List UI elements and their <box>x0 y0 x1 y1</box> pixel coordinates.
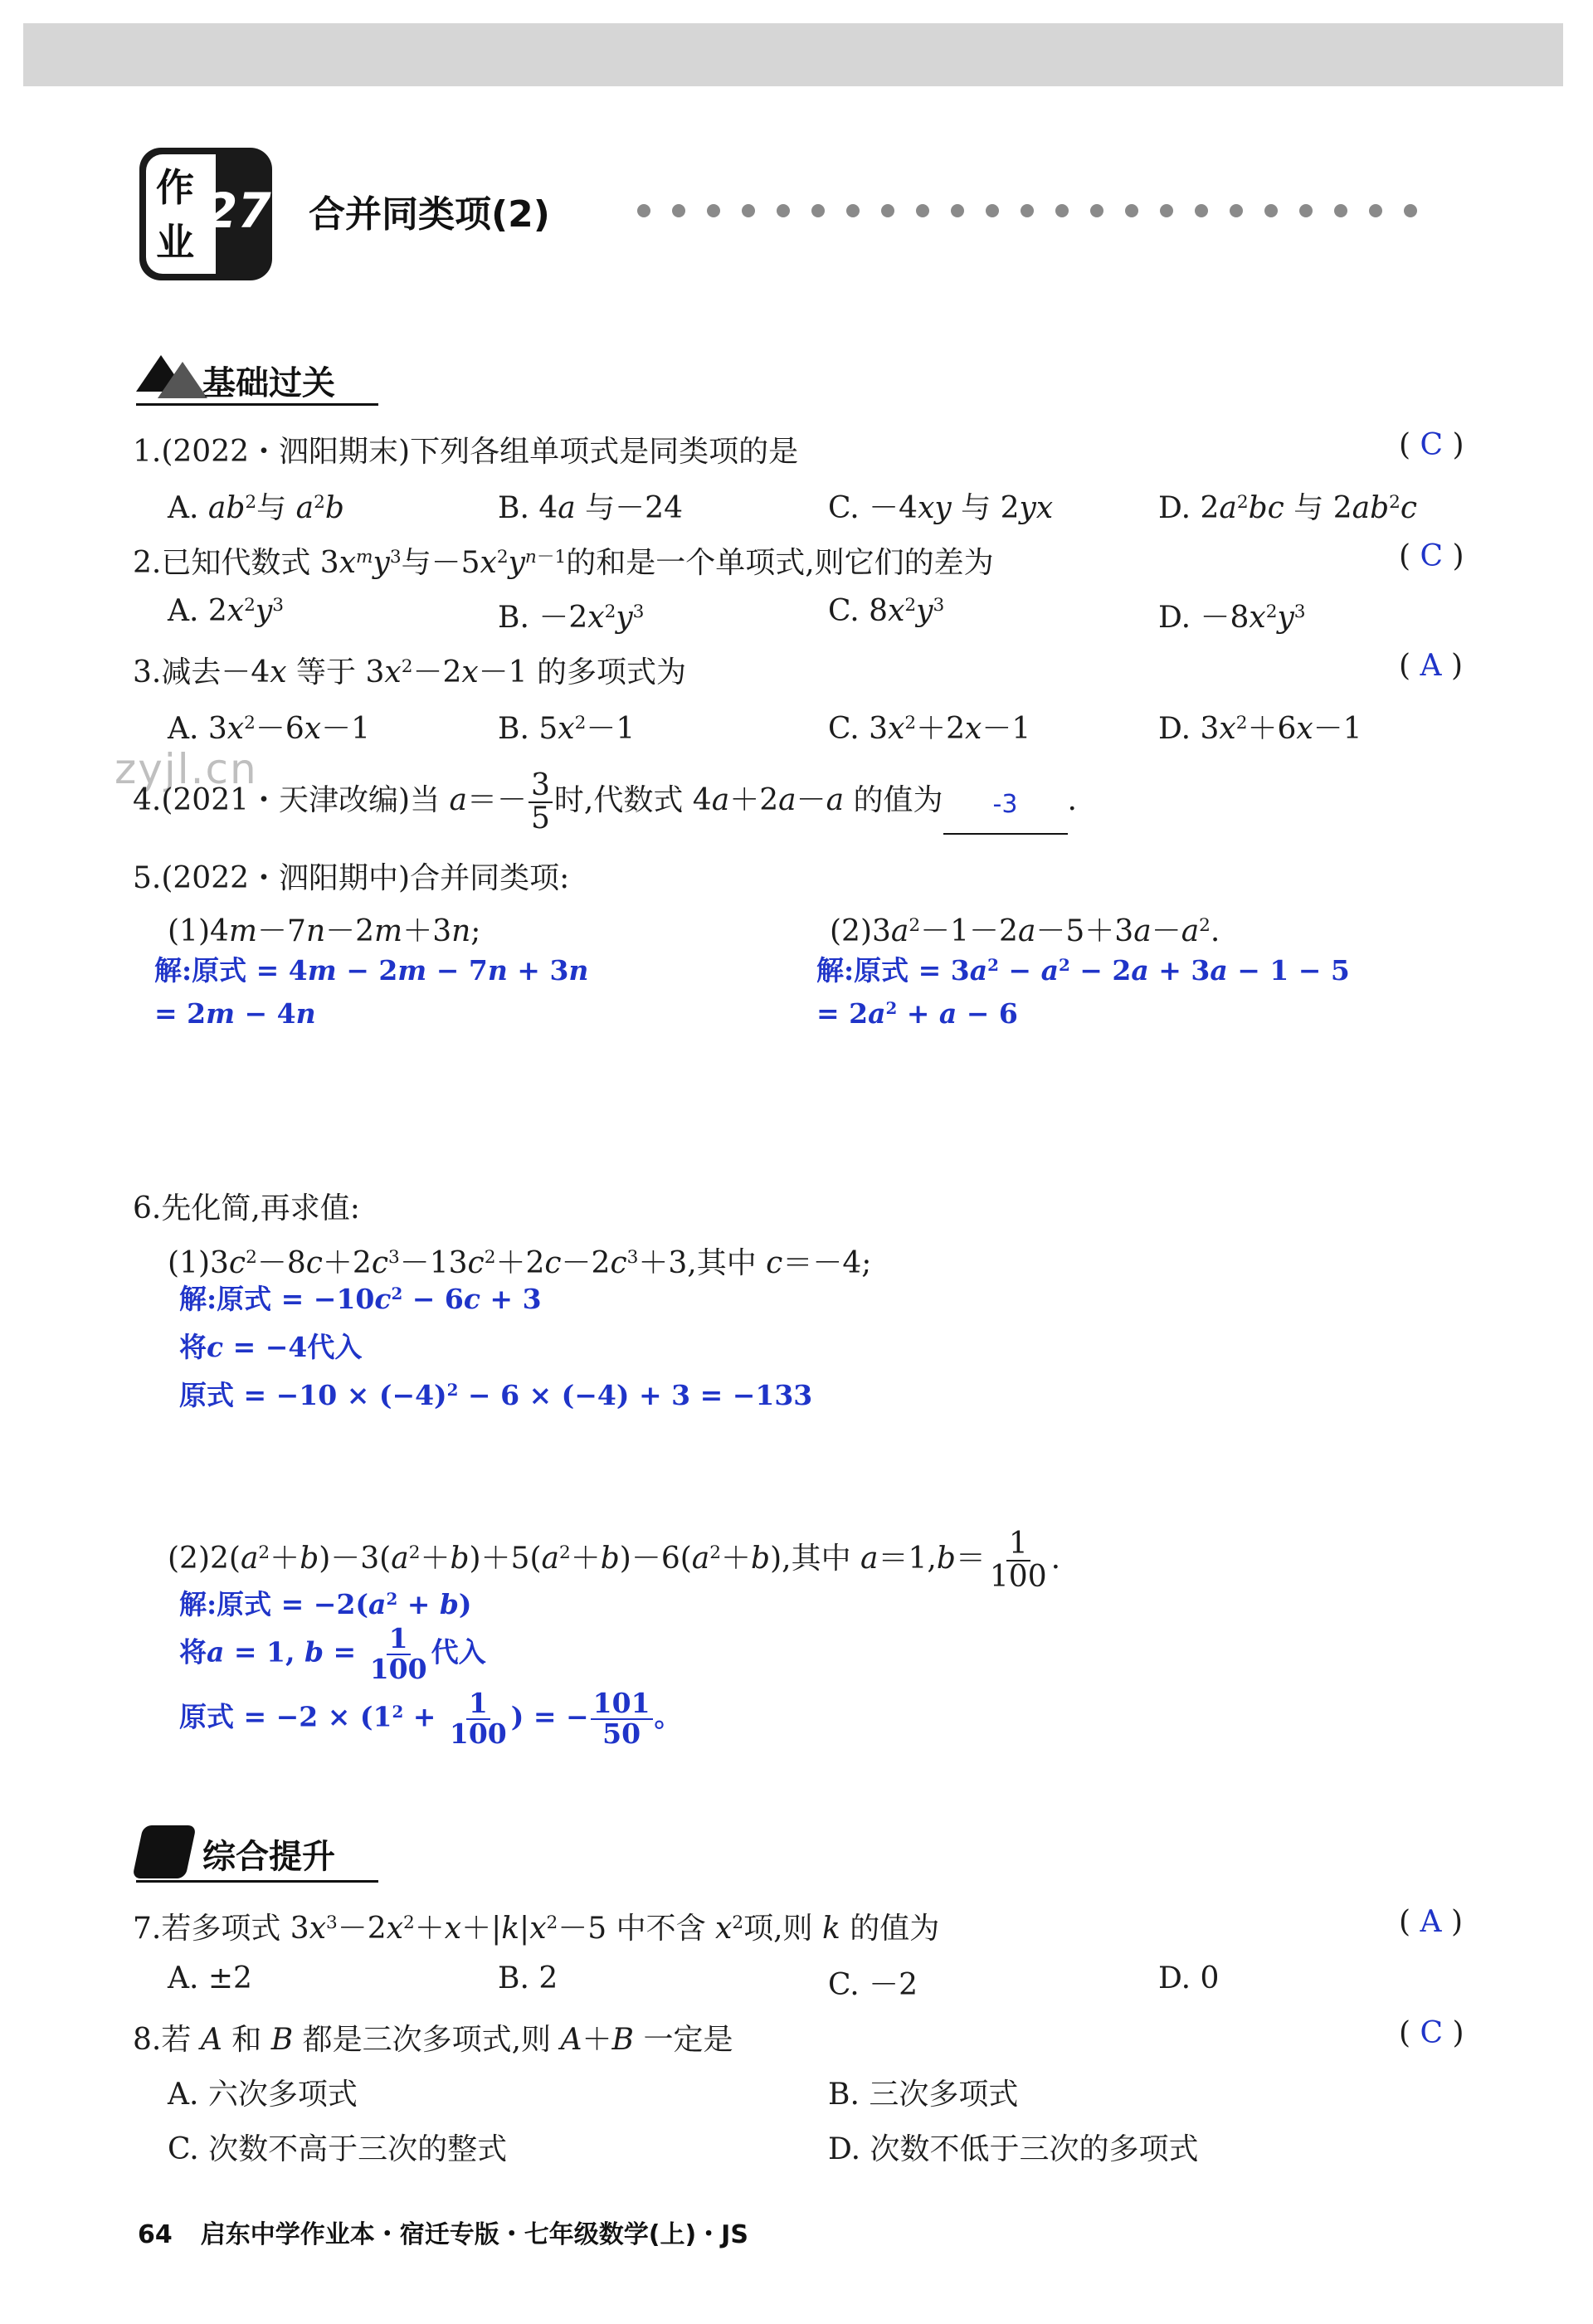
q7-option-c: C. －2 <box>828 1968 918 2002</box>
q5-solution-1-line-1: 解:原式 = 4m − 2m − 7n + 3n <box>154 954 589 987</box>
badge-char-top: 作 <box>156 165 194 210</box>
q7-option-b: B. 2 <box>498 1961 558 1995</box>
q6-solution-2-line-1: 解:原式 = $-2(a^2 + b)$ <box>179 1588 472 1620</box>
q3-option-b: B. $5x^2-1$ <box>498 712 636 746</box>
q1-option-d: D. $2a^2bc$ 与 $2ab^2c$ <box>1158 491 1418 525</box>
section-mountain-icon-2 <box>158 362 207 398</box>
page-footer <box>138 2214 748 2250</box>
q1-option-a: A. $ab^2$与 $a^2b$ <box>168 491 344 525</box>
q7-option-d: D. 0 <box>1158 1961 1220 1995</box>
q2-option-d: D. $-8x^2y^3$ <box>1158 601 1306 635</box>
q5-solution-2-line-1: 解:原式 = $3a^2 - a^2 - 2a + 3a - 1 - 5$ <box>816 954 1350 987</box>
question-8: 8.若 A 和 B 都是三次多项式,则 A＋B 一定是 <box>133 2023 733 2057</box>
question-6: 6.先化简,再求值: <box>133 1191 360 1225</box>
badge-char-bottom: 业 <box>156 220 194 265</box>
q8-option-d: D. 次数不低于三次的多项式 <box>828 2132 1199 2166</box>
top-gray-band <box>23 23 1563 86</box>
section-heading-advanced: 综合提升 <box>202 1838 335 1876</box>
answer-bracket-1: ( C ) <box>1399 428 1464 462</box>
section-steps-icon <box>132 1825 197 1878</box>
q8-option-b: B. 三次多项式 <box>828 2078 1019 2112</box>
q6-part-1: $(1)3c^2-8c+2c^3-13c^2+2c-2c^3+3$,其中 c＝－4; <box>168 1246 872 1280</box>
page-title: 合并同类项(2) <box>309 193 550 236</box>
badge-number: 27 <box>204 183 271 239</box>
title-dots-divider <box>637 204 1439 221</box>
q6-part-2: $(2)2(a^2+b)-3(a^2+b)+5(a^2+b)-6(a^2+b)$,其中 a＝1,b＝ $\frac{1}{100}$ . <box>168 1527 1061 1594</box>
watermark: zyjl.cn <box>114 745 258 793</box>
section-underline-2 <box>136 1880 378 1883</box>
q7-option-a: A. ±2 <box>168 1961 252 1995</box>
q5-solution-2-line-2: = $2a^2 + a - 6$ <box>816 997 1018 1030</box>
q6-solution-1-line-1: 解:原式 = $-10c^2 - 6c + 3$ <box>179 1283 542 1315</box>
q2-option-b: B. $-2x^2y^3$ <box>498 601 645 635</box>
q8-option-c: C. 次数不高于三次的整式 <box>168 2132 508 2166</box>
q1-option-b: B. 4a 与－24 <box>498 491 683 525</box>
q3-option-a: A. $3x^2-6x-1$ <box>168 712 370 746</box>
q3-option-c: C. $3x^2+2x-1$ <box>828 712 1031 746</box>
answer-bracket-3: ( A ) <box>1399 649 1463 683</box>
q5-part-1: (1)4m－7n－2m＋3n; <box>168 914 481 948</box>
page-number: 64 <box>138 2220 173 2249</box>
question-4: 4.(2021・天津改编)当 a＝－ $\frac{3}{5}$ 时,代数式 4a＋2a－a 的值为 -3 . <box>133 768 1077 836</box>
q8-option-a: A. 六次多项式 <box>168 2078 358 2112</box>
answer-bracket-7: ( A ) <box>1399 1905 1463 1939</box>
q3-option-d: D. $3x^2+6x-1$ <box>1158 712 1362 746</box>
question-2: 2.已知代数式 $3x^my^3$与$-5x^2y^{n-1}$的和是一个单项式,则它们的差为 <box>133 546 994 580</box>
question-5: 5.(2022・泗阳期中)合并同类项: <box>133 861 570 895</box>
q6-solution-2-line-2: 将a = 1, b = $\frac{1}{100}$ 代入 <box>179 1622 486 1685</box>
q5-solution-1-line-2: = 2m − 4n <box>154 997 316 1030</box>
question-1: 1.(2022・泗阳期末)下列各组单项式是同类项的是 <box>133 435 799 469</box>
book-title: 启东中学作业本・宿迁专版・七年级数学(上)・JS <box>200 2220 748 2249</box>
answer-bracket-2: ( C ) <box>1399 539 1464 573</box>
q1-option-c: C. －4xy 与 2yx <box>828 491 1054 525</box>
q6-solution-1-line-3: 原式 = $-10 \times (-4)^2 - 6 \times (-4) + 3 = -133$ <box>179 1379 813 1411</box>
section-heading-basic: 基础过关 <box>202 364 335 402</box>
answer-bracket-8: ( C ) <box>1399 2016 1464 2050</box>
q2-option-a: A. $2x^2y^3$ <box>168 594 284 628</box>
q5-part-2: $(2)3a^2-1-2a-5+3a-a^2$. <box>830 914 1220 948</box>
question-3: 3.减去－4x 等于 $3x^2-2x-1$ 的多项式为 <box>133 655 687 689</box>
q6-solution-2-line-3: 原式 = $-2 \times (1^2$ + $\frac{1}{100}$ ) = − $\frac{101}{50}$ 。 <box>179 1687 682 1750</box>
q4-answer-blank[interactable]: -3 <box>943 803 1068 835</box>
q2-option-c: C. $8x^2y^3$ <box>828 594 945 628</box>
question-7: 7.若多项式 $3x^3-2x^2+x+|k|x^2-5$ 中不含 $x^2$项,则 k 的值为 <box>133 1912 940 1946</box>
q6-solution-1-line-2: 将c = −4代入 <box>179 1331 363 1363</box>
section-underline <box>136 403 378 406</box>
homework-badge <box>139 148 272 280</box>
